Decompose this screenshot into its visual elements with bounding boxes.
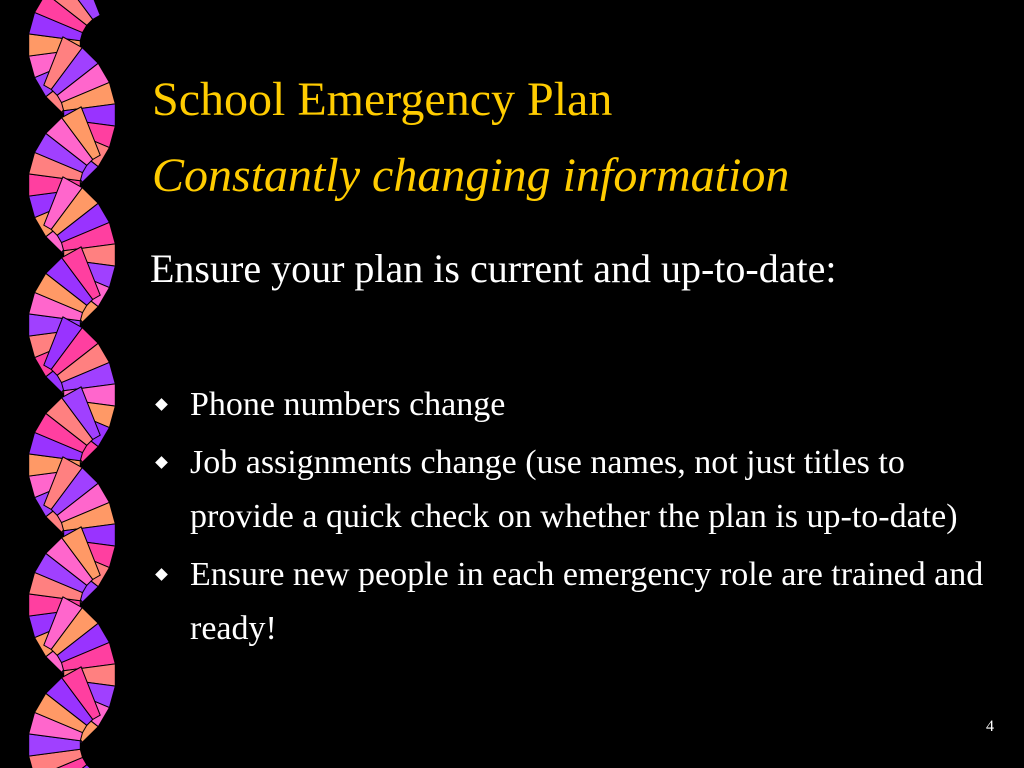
bullet-text: Ensure new people in each emergency role are trained and ready! — [190, 556, 984, 647]
slide-subtitle: Constantly changing information — [152, 149, 790, 202]
slide-title: School Emergency Plan — [152, 73, 613, 126]
bullet-list — [150, 378, 1010, 660]
bullet-item — [150, 548, 1010, 656]
bullet-text: Phone numbers change — [190, 386, 506, 423]
bullet-item — [150, 436, 1010, 544]
page-number: 4 — [986, 718, 994, 735]
intro-text: Ensure your plan is current and up-to-date: — [150, 246, 837, 291]
bullet-item — [150, 378, 1010, 432]
diamond-bullet-icon — [155, 398, 168, 411]
decorative-ribbon — [0, 0, 140, 768]
diamond-bullet-icon — [155, 568, 168, 581]
bullet-text: Job assignments change (use names, not just titles to provide a quick check on whether the plan is up-to-date) — [190, 444, 958, 535]
diamond-bullet-icon — [155, 456, 168, 469]
